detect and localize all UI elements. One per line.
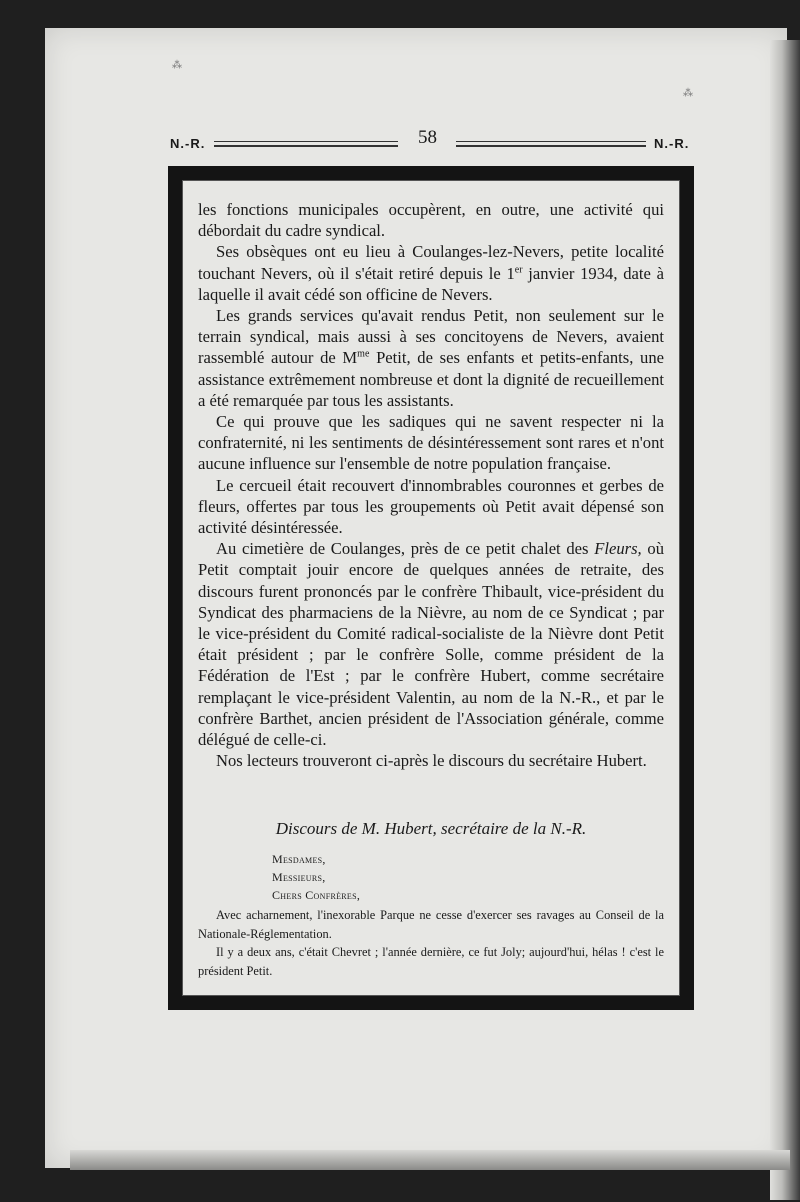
running-header-right: N.-R. (654, 136, 690, 151)
header-rule-left (214, 141, 398, 147)
paragraph: Les grands services qu'avait rendus Petit, non seulement sur le terrain syndical, mais aussi à ses concitoyens de Nevers, avaient rassemblé autour de $M^{me}$ Petit, de ses enfants et petits-enfants, une assistance extrêmement nombreuse et dont la dignité de recueillement a été remarquée par tous les assistants. (198, 306, 664, 410)
page-right-edge (770, 40, 800, 1200)
paragraph: les fonctions municipales occupèrent, en outre, une activité qui débordait du cadre syndical. (198, 200, 664, 241)
paragraph: Ce qui prouve que les sadiques qui ne savent respecter ni la confraternité, ni les sentiments de désintéressement sont rares et n'ont aucune influence sur l'ensemble de notre population française. (198, 412, 664, 474)
paper-speck: ⁂ (172, 60, 182, 71)
speech-paragraph: Avec acharnement, l'inexorable Parque ne cesse d'exercer ses ravages au Conseil de la Nationale-Réglementation. (198, 908, 664, 941)
header-rule-right (456, 141, 646, 147)
paragraph: Ses obsèques ont eu lieu à Coulanges-lez-Nevers, petite localité touchant Nevers, où il s'était retiré depuis le 1er janvier 1934, date à laquelle il avait cédé son officine de Nevers. (198, 242, 664, 304)
paper-speck: ⁂ (683, 88, 693, 99)
salutation-line: Messieurs, (272, 870, 326, 884)
salutation-line: Chers Confrères, (272, 888, 361, 902)
speech-paragraph: Il y a deux ans, c'était Chevret ; l'année dernière, ce fut Joly; aujourd'hui, hélas ! c'est le président Petit. (198, 945, 664, 978)
paragraph: Au cimetière de Coulanges, près de ce petit chalet des Fleurs, où Petit comptait jouir encore de quelques années de retraite, des discours furent prononcés par le confrère Thibault, vice-président du Syndicat des pharmaciens de la Nièvre, au nom de ce Syndicat ; par le vice-président du Comité radical-socialiste de la Nièvre dont Petit était président ; par le confrère Solle, comme président de la Fédération de l'Est ; par le confrère Hubert, comme secrétaire remplaçant le vice-président Valentin, au nom de la N.-R., et par le confrère Barthet, ancien président de l'Association générale, comme délégué de celle-ci. (198, 539, 665, 750)
salutation-line: Mesdames, (272, 852, 326, 866)
paragraph: Le cercueil était recouvert d'innombrables couronnes et gerbes de fleurs, offertes par tous les groupements où Petit avait dépensé son activité désintéressée. (198, 475, 664, 538)
salutations (272, 850, 360, 904)
paragraph: Nos lecteurs trouveront ci-après le discours du secrétaire Hubert. (216, 751, 647, 771)
page-bottom-edge (70, 1150, 790, 1170)
page-number: 58 (418, 127, 437, 148)
speech-title: Discours de M. Hubert, secrétaire de la N.-R. (275, 819, 587, 838)
article-body (198, 199, 664, 771)
running-header-left: N.-R. (170, 136, 206, 151)
speech-body (198, 906, 664, 980)
